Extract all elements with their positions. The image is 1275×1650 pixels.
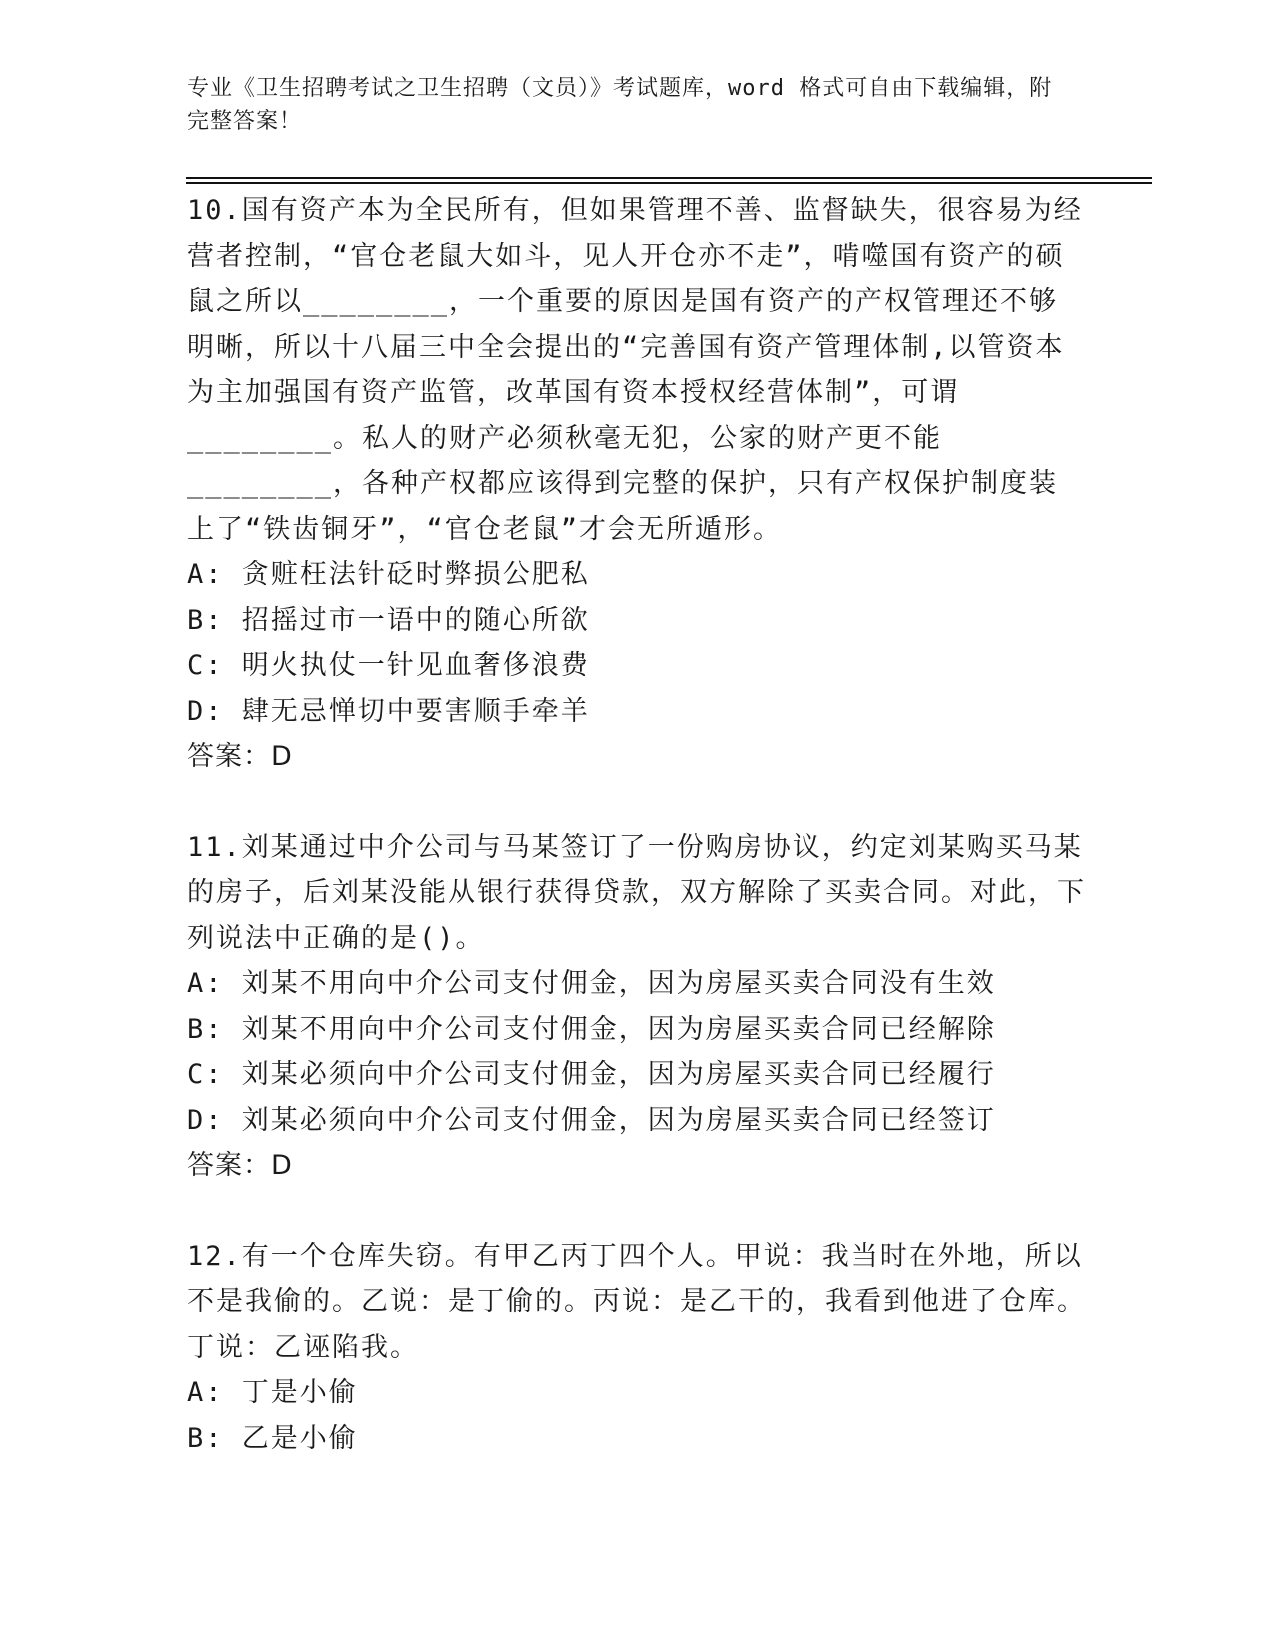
answer-line: 答案：D [187, 741, 293, 772]
option-d: D: 肆无忌惮切中要害顺手牵羊 [187, 695, 590, 727]
option-d: D: 刘某必须向中介公司支付佣金，因为房屋买卖合同已经签订 [187, 1104, 996, 1136]
option-c: C: 明火执仗一针见血奢侈浪费 [187, 650, 590, 681]
question-stem: 10.国有资产本为全民所有，但如果管理不善、监督缺失，很容易为经营者控制，“官仓老鼠大如斗，见人开仓亦不走”，啃噬国有资产的硕鼠之所以________，一个重要的原因是国有资产的产权管理还不够明晰，所以十八届三中全会提出的“完善国有资产管理体制,以管资本为主加强国有资产监管，改革国有资本授权经营体制”，可谓________。私人的财产必须秋毫无犯，公家的财产更不能________，各种产权都应该得到完整的保护，只有产权保护制度装上了“铁齿铜牙”，“官仓老鼠”才会无所遁形。 [187, 195, 1083, 545]
header-rule-bottom [186, 182, 1152, 184]
question-11 [187, 825, 1087, 1189]
option-a: A: 刘某不用向中介公司支付佣金，因为房屋买卖合同没有生效 [187, 968, 996, 999]
question-12 [187, 1234, 1087, 1462]
question-10 [187, 188, 1087, 780]
option-c: C: 刘某必须向中介公司支付佣金，因为房屋买卖合同已经履行 [187, 1059, 996, 1090]
option-b: B: 招摇过市一语中的随心所欲 [187, 604, 590, 636]
option-b: B: 刘某不用向中介公司支付佣金，因为房屋买卖合同已经解除 [187, 1013, 996, 1045]
option-b: B: 乙是小偷 [187, 1422, 358, 1454]
document-header: 专业《卫生招聘考试之卫生招聘（文员）》考试题库，word 格式可自由下载编辑，附完整答案！ [187, 76, 1053, 134]
header-rule-top [186, 177, 1152, 179]
option-a: A: 丁是小偷 [187, 1377, 358, 1408]
answer-line: 答案：D [187, 1150, 293, 1181]
question-stem: 12.有一个仓库失窃。有甲乙丙丁四个人。甲说：我当时在外地，所以不是我偷的。乙说：是丁偷的。丙说：是乙干的，我看到他进了仓库。丁说：乙诬陷我。 [187, 1240, 1086, 1363]
question-stem: 11.刘某通过中介公司与马某签订了一份购房协议，约定刘某购买马某的房子，后刘某没能从银行获得贷款，双方解除了买卖合同。对此，下列说法中正确的是()。 [187, 831, 1086, 954]
option-a: A: 贪赃枉法针砭时弊损公肥私 [187, 559, 590, 590]
question-list [187, 188, 1087, 1461]
